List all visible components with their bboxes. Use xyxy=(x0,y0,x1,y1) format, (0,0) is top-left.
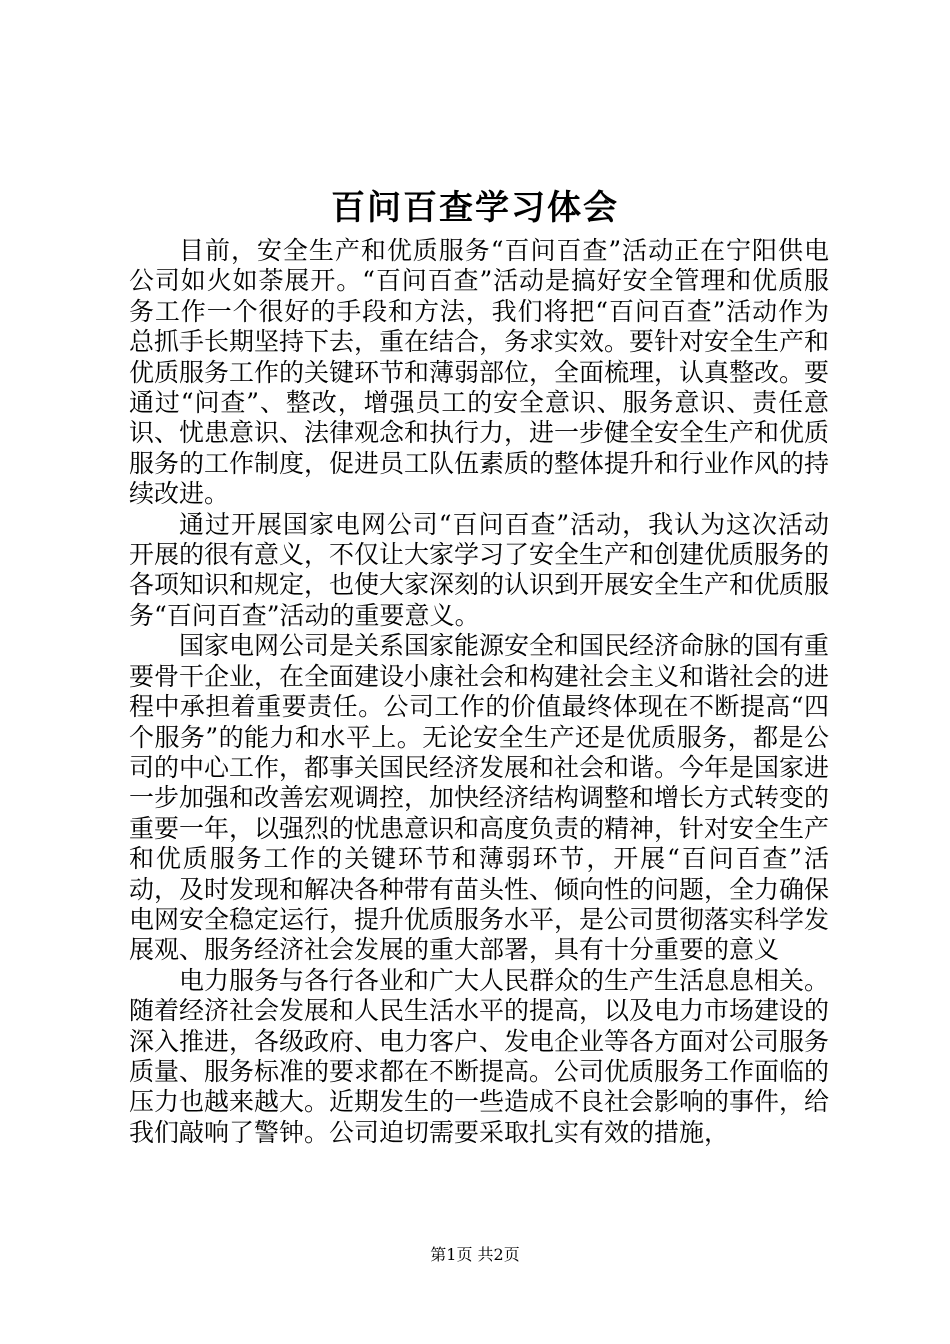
document-body xyxy=(129,236,829,1148)
page-footer: 第1页 共2页 xyxy=(430,1245,520,1264)
paragraph-2: 通过开展国家电网公司“百问百查”活动，我认为这次活动开展的很有意义，不仅让大家学习了安全生产和创建优质服务的各项知识和规定，也使大家深刻的认识到开展安全生产和优质服务“百问百查”活动的重要意义。 xyxy=(129,509,830,630)
paragraph-4: 电力服务与各行各业和广大人民群众的生产生活息息相关。随着经济社会发展和人民生活水平的提高，以及电力市场建设的深入推进，各级政府、电力客户、发电企业等各方面对公司服务质量、服务标准的要求都在不断提高。公司优质服务工作面临的压力也越来越大。近期发生的一些造成不良社会影响的事件，给我们敲响了警钟。公司迫切需要采取扎实有效的措施， xyxy=(129,965,830,1147)
document-title: 百问百查学习体会 xyxy=(331,188,619,228)
paragraph-1: 目前，安全生产和优质服务“百问百查”活动正在宁阳供电公司如火如荼展开。“百问百查”活动是搞好安全管理和优质服务工作一个很好的手段和方法，我们将把“百问百查”活动作为总抓手长期坚持下去，重在结合，务求实效。要针对安全生产和优质服务工作的关键环节和薄弱部位，全面梳理，认真整改。要通过“问查”、整改，增强员工的安全意识、服务意识、责任意识、忧患意识、法律观念和执行力，进一步健全安全生产和优质服务的工作制度，促进员工队伍素质的整体提升和行业作风的持续改进。 xyxy=(129,236,830,509)
paragraph-3: 国家电网公司是关系国家能源安全和国民经济命脉的国有重要骨干企业，在全面建设小康社会和构建社会主义和谐社会的进程中承担着重要责任。公司工作的价值最终体现在不断提高“四个服务”的能力和水平上。无论安全生产还是优质服务，都是公司的中心工作，都事关国民经济发展和社会和谐。今年是国家进一步加强和改善宏观调控，加快经济结构调整和增长方式转变的重要一年，以强烈的忧患意识和高度负责的精神，针对安全生产和优质服务工作的关键环节和薄弱环节，开展“百问百查”活动，及时发现和解决各种带有苗头性、倾向性的问题，全力确保电网安全稳定运行，提升优质服务水平，是公司贯彻落实科学发展观、服务经济社会发展的重大部署，具有十分重要的意义 xyxy=(129,631,830,965)
